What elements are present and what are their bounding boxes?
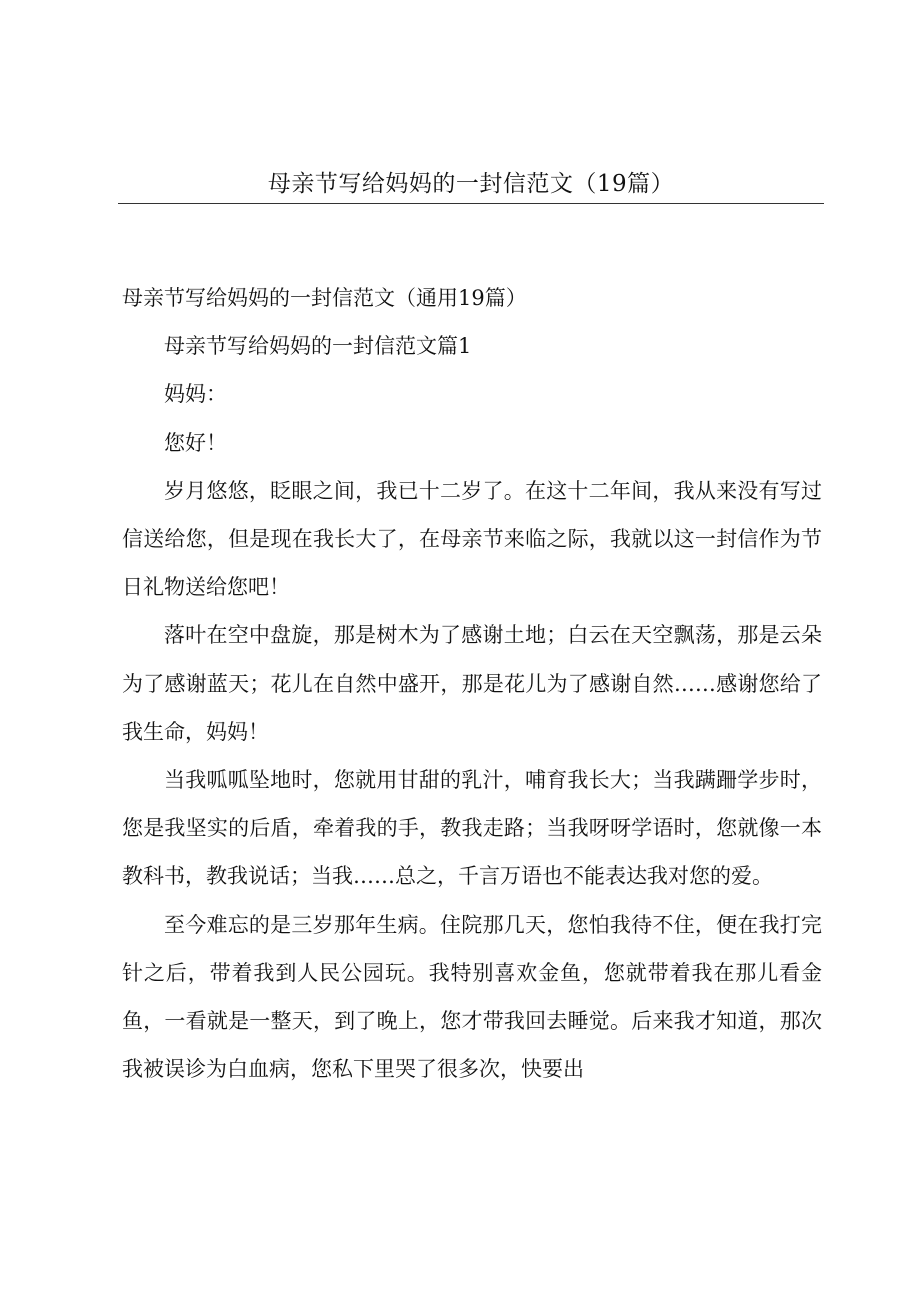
paragraph: 至今难忘的是三岁那年生病。住院那几天，您怕我待不住，便在我打完针之后，带着我到人民公园玩。我特别喜欢金鱼，您就带着我在那儿看金鱼，一看就是一整天，到了晚上，您才带我回去睡觉。后来我才知道，那次我被误诊为白血病，您私下里哭了很多次，快要出 (122, 912, 822, 1082)
section-heading: 母亲节写给妈妈的一封信范文篇1 (164, 334, 472, 359)
paragraph: 落叶在空中盘旋，那是树木为了感谢土地；白云在天空飘荡，那是云朵为了感谢蓝天；花儿在自然中盛开，那是花儿为了感谢自然……感谢您给了我生命，妈妈！ (122, 623, 822, 744)
paragraph: 当我呱呱坠地时，您就用甘甜的乳汁，哺育我长大；当我蹒跚学步时，您是我坚实的后盾，牵着我的手，教我走路；当我呀呀学语时，您就像一本教科书，教我说话；当我……总之，千言万语也不能表达我对您的爱。 (122, 768, 822, 889)
title-divider (118, 203, 824, 204)
document-title: 母亲节写给妈妈的一封信范文（19篇） (267, 171, 675, 197)
letter-salutation: 妈妈： (164, 382, 227, 407)
paragraph: 岁月悠悠，眨眼之间，我已十二岁了。在这十二年间，我从来没有写过信送给您，但是现在我长大了，在母亲节来临之际，我就以这一封信作为节日礼物送给您吧！ (122, 478, 822, 600)
letter-greeting: 您好！ (164, 430, 227, 455)
document-body (122, 274, 822, 1093)
document-subtitle: 母亲节写给妈妈的一封信范文（通用19篇） (122, 286, 527, 310)
